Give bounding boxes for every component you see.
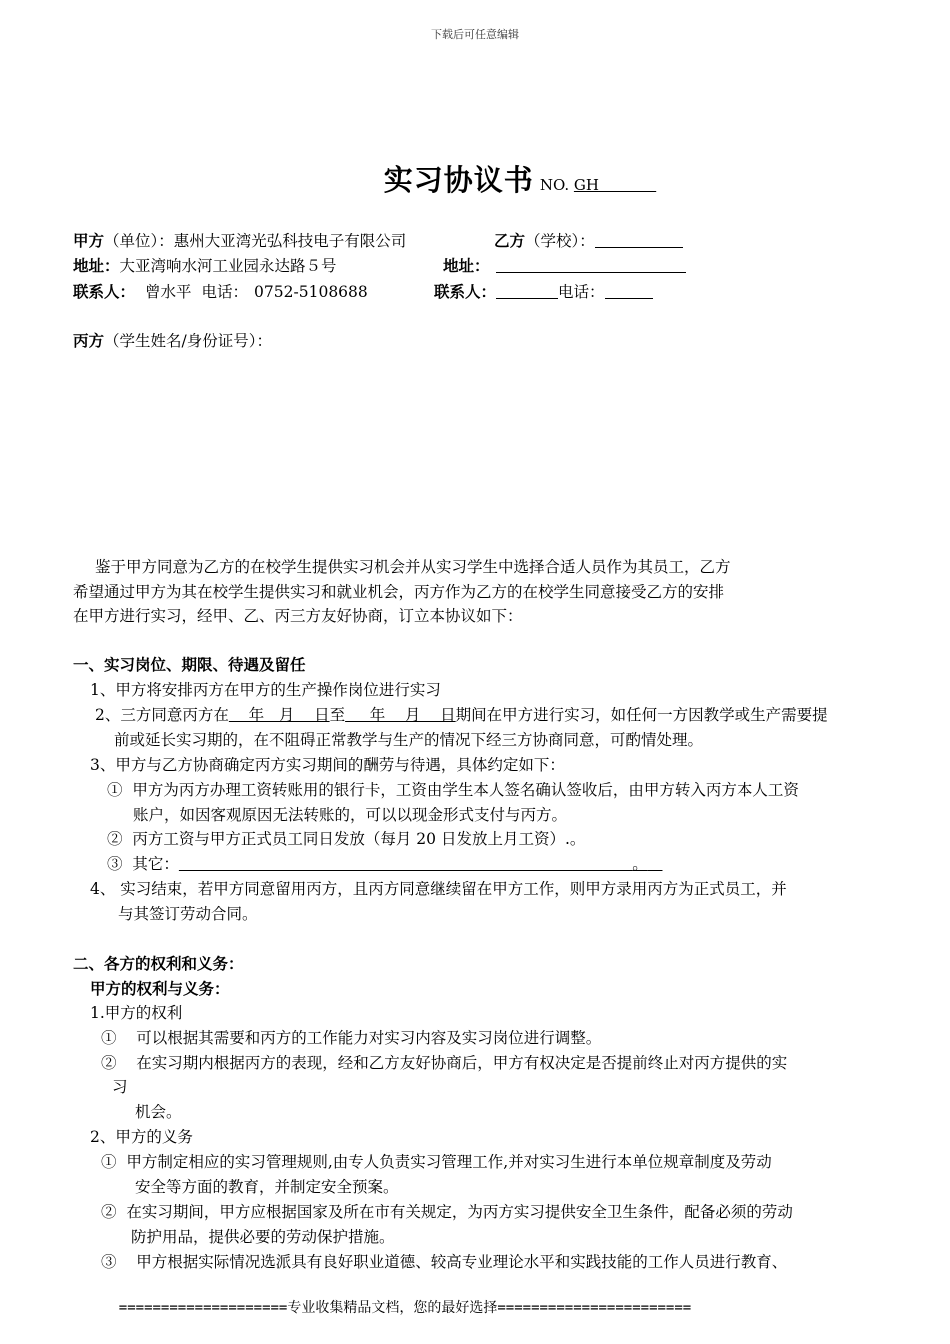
duty-2-cont: 防护用品，提供必要的劳动保护措施。 <box>131 1228 395 1246</box>
party-a-address-row <box>73 254 337 278</box>
s1-sub-2-text: 丙方工资与甲方正式员工同日发放（每月 20 日发放上月工资）.。 <box>132 830 586 848</box>
no-label: NO. <box>539 176 570 194</box>
s1-sub-1-text: 甲方为丙方办理工资转账用的银行卡，工资由学生本人签名确认签收后，由甲方转入丙方本人工资 <box>132 781 799 799</box>
section-2-heading: 二、各方的权利和义务： <box>73 954 244 973</box>
party-a-address: 大亚湾响水河工业园永达路５号 <box>119 257 337 275</box>
section-1-heading: 一、实习岗位、期限、待遇及留任 <box>73 655 306 674</box>
party-b-contact-row <box>434 280 653 304</box>
party-a-unit: （单位）：惠州大亚湾光弘科技电子有限公司 <box>104 232 407 250</box>
party-b-address-label: 地址： <box>443 256 490 275</box>
duty-2-mark: ② <box>101 1203 117 1221</box>
right-2 <box>101 1051 787 1075</box>
no-value-text: GH <box>573 176 599 194</box>
s1-sub-3-end: 。 <box>632 855 648 873</box>
party-b-unit-row <box>494 229 683 253</box>
duty-2 <box>101 1200 793 1224</box>
intro-line-3: 在甲方进行实习，经甲、乙、丙三方友好协商，订立本协议如下： <box>73 607 523 625</box>
s1-sub-2 <box>107 827 585 851</box>
party-a-unit-row <box>73 229 406 253</box>
duty-1-mark: ① <box>101 1153 117 1171</box>
s1-sub-3 <box>107 852 662 876</box>
party-a-label: 甲方 <box>73 231 105 250</box>
start-date-blank: 年 月 日 <box>228 706 330 724</box>
s1-sub-1-mark: ① <box>107 781 123 799</box>
party-b-contact-blank <box>496 283 558 299</box>
party-b-phone-label: 电话： <box>558 283 605 301</box>
s1-sub-3-text: 其它： <box>132 855 179 873</box>
s1-item-2 <box>95 703 828 727</box>
duty-1 <box>101 1150 772 1174</box>
no-value <box>574 176 656 194</box>
duty-1-text: 甲方制定相应的实习管理规则,由专人负责实习管理工作,并对实习生进行本单位规章制度及劳动 <box>126 1153 772 1171</box>
section-2-subheading: 甲方的权利与义务： <box>90 979 230 998</box>
party-b-address-row <box>443 254 686 278</box>
party-a-phone-label: 电话： <box>201 283 249 301</box>
intro-line-2: 希望通过甲方为其在校学生提供实习和就业机会，丙方作为乙方的在校学生同意接受乙方的安排 <box>73 583 725 601</box>
s1-sub-3-mark: ③ <box>107 855 123 873</box>
s1-sub-1-cont: 账户，如因客观原因无法转账的，可以以现金形式支付与丙方。 <box>133 806 568 824</box>
party-a-address-label: 地址： <box>73 256 120 275</box>
right-1-text: 可以根据其需要和丙方的工作能力对实习内容及实习岗位进行调整。 <box>136 1029 602 1047</box>
agreement-number <box>540 176 656 194</box>
party-b-address-blank <box>496 257 686 273</box>
document-title <box>0 158 950 199</box>
right-2-cont-1: 习 <box>112 1078 128 1096</box>
right-1-mark: ① <box>101 1029 117 1047</box>
party-b-unit-blank <box>595 232 683 248</box>
duties-title: 2、甲方的义务 <box>90 1128 193 1146</box>
intro-line-1: 鉴于甲方同意为乙方的在校学生提供实习机会并从实习学生中选择合适人员作为其员工，乙方 <box>95 558 731 576</box>
duty-3 <box>101 1250 787 1274</box>
right-2-cont-2: 机会。 <box>135 1103 182 1121</box>
s1-item-4: 4、 实习结束，若甲方同意留用丙方，且丙方同意继续留在甲方工作，则甲方录用丙方为正式员工，并 <box>90 880 787 898</box>
party-b-label: 乙方 <box>494 231 526 250</box>
right-2-text: 在实习期内根据丙方的表现，经和乙方友好协商后，甲方有权决定是否提前终止对丙方提供的实 <box>136 1054 788 1072</box>
rights-title: 1.甲方的权利 <box>90 1004 183 1022</box>
s1-item-2-prefix: 2、三方同意丙方在 <box>95 706 229 724</box>
right-1 <box>101 1026 601 1050</box>
party-c-label: 丙方 <box>73 331 105 350</box>
s1-item-2-mid: 至 <box>329 706 346 724</box>
party-c-row <box>73 329 272 353</box>
title-text: 实习协议书 <box>383 163 534 197</box>
s1-item-2-cont: 前或延长实习期的，在不阻碍正常教学与生产的情况下经三方协商同意，可酌情处理。 <box>114 731 704 749</box>
party-b-contact-label: 联系人： <box>434 282 497 301</box>
party-a-contact-label: 联系人： <box>73 282 136 301</box>
party-a-contact-row <box>73 280 368 304</box>
header-note: 下载后可任意编辑 <box>431 28 519 41</box>
s1-sub-2-mark: ② <box>107 830 123 848</box>
other-terms-blank <box>179 855 663 873</box>
duty-1-cont: 安全等方面的教育，并制定安全预案。 <box>135 1178 399 1196</box>
party-c-note: （学生姓名/身份证号）： <box>104 332 272 350</box>
page-footer: ====================专业收集精品文档，您的最好选择======================= <box>118 1300 692 1316</box>
party-b-phone-blank <box>605 283 653 299</box>
s1-item-1: 1、甲方将安排丙方在甲方的生产操作岗位进行实习 <box>90 681 441 699</box>
s1-item-2-suffix: 期间在甲方进行实习，如任何一方因教学或生产需要提 <box>455 706 828 724</box>
right-2-mark: ② <box>101 1054 117 1072</box>
party-a-phone: 0752-5108688 <box>254 283 368 301</box>
party-b-unit: （学校）： <box>525 232 595 250</box>
s1-item-4-cont: 与其签订劳动合同。 <box>118 905 258 923</box>
duty-3-text: 甲方根据实际情况选派具有良好职业道德、较高专业理论水平和实践技能的工作人员进行教育、 <box>136 1253 788 1271</box>
duty-2-text: 在实习期间，甲方应根据国家及所在市有关规定，为丙方实习提供安全卫生条件，配备必须的劳动 <box>126 1203 793 1221</box>
s1-sub-1 <box>107 778 799 802</box>
duty-3-mark: ③ <box>101 1253 117 1271</box>
party-a-contact: 曾水平 <box>145 283 192 301</box>
end-date-blank: 年 月 日 <box>345 706 456 724</box>
s1-item-3: 3、甲方与乙方协商确定丙方实习期间的酬劳与待遇，具体约定如下： <box>90 756 565 774</box>
